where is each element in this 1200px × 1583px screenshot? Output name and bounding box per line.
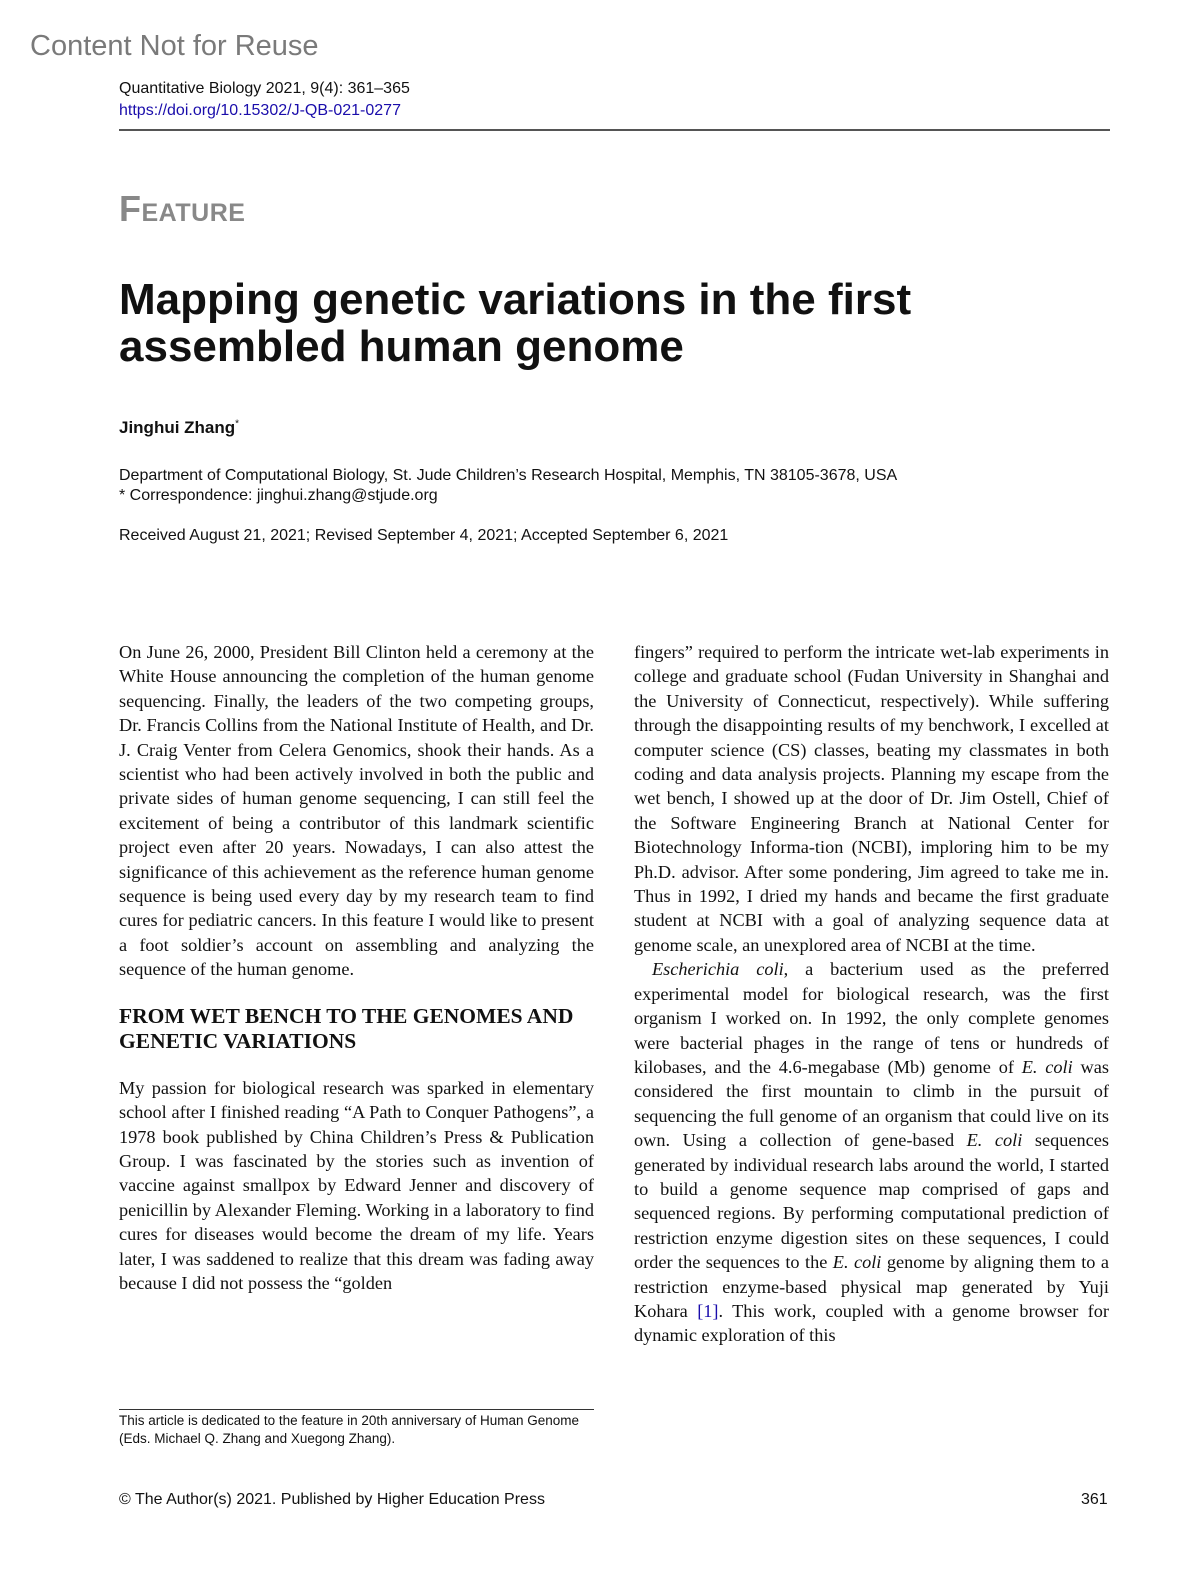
- footnote: This article is dedicated to the feature in 20th anniversary of Human Genome (Eds. Michael Q. Zhang and Xuegong Zhang).: [119, 1413, 579, 1446]
- journal-citation: Quantitative Biology 2021, 9(4): 361–365: [119, 80, 410, 97]
- affiliation-block: [119, 466, 897, 506]
- article-dates: Received August 21, 2021; Revised September 4, 2021; Accepted September 6, 2021: [119, 527, 729, 544]
- text-run: sequences generated by individual research labs around the world, I started to build a genome sequence map comprised of gaps and sequenced regions. By performing computational prediction of restriction enzyme digestion sites on these sequences, I could order the sequences to the: [634, 1130, 1109, 1273]
- author-name: Jinghui Zhang: [119, 418, 236, 437]
- text-run: genome by aligning them to a restriction enzyme-based physical map generated by Yuji Kohara: [634, 1252, 1109, 1321]
- intro-paragraph: On June 26, 2000, President Bill Clinton held a ceremony at the White House announcing the completion of the human genome sequencing. Finally, the leaders of the two competing groups, Dr. Francis Collins from the National Institute of Health, and Dr. J. Craig Venter from Celera Genomics, shook their hands. As a scientist who had been actively involved in both the public and private sides of human genome sequencing, I can still feel the excitement of being a contributor of this landmark scientific project even after 20 years. Nowadays, I can also attest the significance of this achievement as the reference human genome sequence is being used every day by my research team to find cures for pediatric cancers. In this feature I would like to present a foot soldier’s account on assembling and analyzing the sequence of the human genome.: [119, 642, 594, 980]
- article-title: Mapping genetic variations in the first assembled human genome: [119, 275, 912, 371]
- body-paragraph-ecoli: [634, 957, 1109, 1348]
- body-column-right: [634, 640, 1109, 1348]
- text-run: was considered the first mountain to climb in the pursuit of sequencing the full genome of an organism that could live on its own. Using a collection of gene-based: [634, 1056, 1109, 1151]
- footnote-divider: [119, 1409, 594, 1410]
- reference-link[interactable]: [1]: [697, 1300, 719, 1321]
- species-name: E. coli: [966, 1130, 1023, 1151]
- section-label: Feature: [119, 188, 246, 229]
- page-number: 361: [1081, 1491, 1108, 1508]
- body-column-left: [119, 640, 594, 1295]
- correspondence-mark: *: [235, 418, 240, 430]
- text-run: , a bacterium used as the preferred experimental model for biological research, was the first organism I worked on. In 1992, the only complete genomes were bacterial phages in the range of tens or hundreds of kilobases, and the 4.6-megabase (Mb) genome of: [634, 959, 1109, 1077]
- copyright-footer: © The Author(s) 2021. Published by Higher Education Press: [119, 1491, 545, 1508]
- correspondence-email: * Correspondence: jinghui.zhang@stjude.org: [119, 487, 438, 504]
- species-name: Escherichia coli: [652, 959, 784, 980]
- species-name: E. coli: [1021, 1056, 1073, 1077]
- body-paragraph-continued: fingers” required to perform the intricate wet-lab experiments in college and graduate school (Fudan University in Shanghai and the University of Connecticut, respectively). While suffering through the disappointing results of my benchwork, I excelled at computer science (CS) classes, beating my classmates in both coding and data analysis projects. Planning my escape from the wet bench, I showed up at the door of Dr. Jim Ostell, Chief of the Software Engineering Branch at National Center for Biotechnology Informa-tion (NCBI), imploring him to be my Ph.D. advisor. After some pondering, Jim agreed to take me in. Thus in 1992, I dried my hands and became the first graduate student at NCBI with a goal of analyzing sequence data at genome scale, an unexplored area of NCBI at the time.: [634, 642, 1109, 955]
- body-paragraph: My passion for biological research was sparked in elementary school after I finished reading “A Path to Conquer Pathogens”, a 1978 book published by China Children’s Press & Publication Group. I was fascinated by the stories such as invention of vaccine against smallpox by Edward Jenner and discovery of penicillin by Alexander Fleming. Working in a laboratory to find cures for diseases would become the dream of my life. Years later, I was saddened to realize that this dream was fading away because I did not possess the “golden: [119, 1077, 594, 1293]
- affiliation-department: Department of Computational Biology, St. Jude Children’s Research Hospital, Memphis, TN 38105-3678, USA: [119, 467, 898, 484]
- text-run: . This work, coupled with a genome browser for dynamic exploration of this: [634, 1300, 1109, 1346]
- section-heading: FROM WET BENCH TO THE GENOMES AND GENETIC VARIATIONS: [119, 1003, 574, 1053]
- species-name: E. coli: [832, 1252, 882, 1273]
- header-divider: [119, 129, 1110, 131]
- doi-link[interactable]: https://doi.org/10.15302/J-QB-021-0277: [119, 102, 401, 119]
- author-line: [119, 418, 239, 438]
- watermark: Content Not for Reuse: [30, 30, 319, 62]
